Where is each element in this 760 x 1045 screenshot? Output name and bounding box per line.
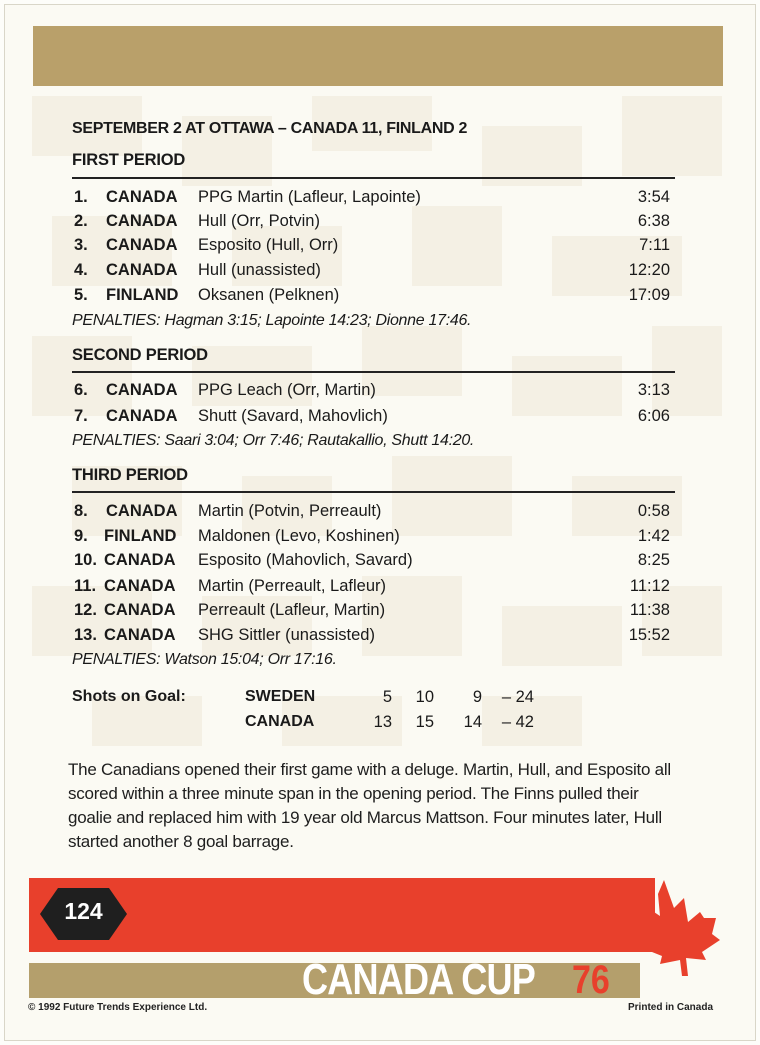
goal-number: 8. xyxy=(74,502,88,520)
goal-row xyxy=(72,258,675,282)
goal-number: 4. xyxy=(74,261,88,279)
goal-team: CANADA xyxy=(104,551,176,569)
shots-team: SWEDEN xyxy=(245,688,316,705)
goal-scorer: Hull (Orr, Potvin) xyxy=(198,212,320,230)
goal-scorer: PPG Leach (Orr, Martin) xyxy=(198,381,376,399)
period-rule xyxy=(72,371,675,373)
goal-row xyxy=(72,233,675,257)
goal-team: CANADA xyxy=(106,212,178,230)
goal-scorer: Hull (unassisted) xyxy=(198,261,321,279)
goal-scorer: SHG Sittler (unassisted) xyxy=(198,626,375,644)
shots-period-2: 15 xyxy=(415,713,434,731)
canada-cup-logo-text: CANADA CUP xyxy=(302,955,536,1004)
shots-on-goal-label: Shots on Goal: xyxy=(72,688,186,705)
goal-scorer: Esposito (Mahovlich, Savard) xyxy=(198,551,413,569)
goal-number: 10. xyxy=(74,551,97,569)
goal-number: 2. xyxy=(74,212,88,230)
goal-row xyxy=(72,185,675,209)
goal-team: FINLAND xyxy=(106,286,179,304)
goal-time: 6:06 xyxy=(637,407,670,425)
shots-total: – 24 xyxy=(501,688,534,706)
goal-team: CANADA xyxy=(106,261,178,279)
goal-time: 12:20 xyxy=(628,261,670,279)
top-gold-bar xyxy=(33,26,723,86)
shots-period-2: 10 xyxy=(415,688,434,706)
game-title: SEPTEMBER 2 AT OTTAWA – CANADA 11, FINLAND 2 xyxy=(72,120,468,137)
period-heading-first: FIRST PERIOD xyxy=(72,151,186,169)
goal-row xyxy=(72,598,675,622)
goal-number: 3. xyxy=(74,236,88,254)
shots-period-3: 9 xyxy=(472,688,482,706)
goal-time: 0:58 xyxy=(637,502,670,520)
goal-scorer: Martin (Perreault, Lafleur) xyxy=(198,577,386,595)
goal-number: 1. xyxy=(74,188,88,206)
penalties-second-period: PENALTIES: Saari 3:04; Orr 7:46; Rautakallio, Shutt 14:20. xyxy=(72,432,475,449)
goal-row xyxy=(72,548,675,572)
period-heading-second: SECOND PERIOD xyxy=(72,346,208,364)
goal-number: 7. xyxy=(74,407,88,425)
goal-row xyxy=(72,209,675,233)
goal-time: 17:09 xyxy=(628,286,670,304)
goal-time: 6:38 xyxy=(637,212,670,230)
goal-row xyxy=(72,574,675,598)
goal-row xyxy=(72,283,675,307)
goal-time: 11:12 xyxy=(629,577,670,595)
goal-time: 7:11 xyxy=(639,236,670,254)
goal-row xyxy=(72,623,675,647)
goal-time: 11:38 xyxy=(629,601,670,619)
goal-team: CANADA xyxy=(106,381,178,399)
goal-row xyxy=(72,378,675,402)
goal-scorer: Maldonen (Levo, Koshinen) xyxy=(198,527,400,545)
goal-team: CANADA xyxy=(104,601,176,619)
goal-time: 3:54 xyxy=(637,188,670,206)
goal-time: 1:42 xyxy=(637,527,670,545)
printed-in-text: Printed in Canada xyxy=(628,1002,714,1013)
shots-period-1: 5 xyxy=(382,688,392,706)
penalties-first-period: PENALTIES: Hagman 3:15; Lapointe 14:23; Dionne 17:46. xyxy=(72,312,472,329)
canada-cup-year: 76 xyxy=(572,958,610,1002)
goal-number: 5. xyxy=(74,286,88,304)
shots-period-1: 13 xyxy=(373,713,392,731)
game-summary-paragraph: The Canadians opened their first game with a deluge. Martin, Hull, and Esposito all scored within a three minute span in the opening period. The Finns pulled their goalie and replaced him with 19 year old Marcus Mattson. Four minutes later, Hull started another 8 goal barrage. xyxy=(68,760,671,851)
goal-team: CANADA xyxy=(106,502,178,520)
goal-row xyxy=(72,404,675,428)
maple-leaf-icon xyxy=(630,878,722,998)
goal-scorer: PPG Martin (Lafleur, Lapointe) xyxy=(198,188,421,206)
goal-time: 15:52 xyxy=(628,626,670,644)
shots-team: CANADA xyxy=(245,713,315,730)
penalties-third-period: PENALTIES: Watson 15:04; Orr 17:16. xyxy=(72,651,337,668)
goal-time: 8:25 xyxy=(637,551,670,569)
goal-time: 3:13 xyxy=(637,381,670,399)
card-number: 124 xyxy=(64,898,103,924)
period-heading-third: THIRD PERIOD xyxy=(72,466,188,484)
goal-team: CANADA xyxy=(104,577,176,595)
shots-period-3: 14 xyxy=(463,713,482,731)
shots-total: – 42 xyxy=(501,713,534,731)
goal-scorer: Esposito (Hull, Orr) xyxy=(198,236,339,254)
period-rule xyxy=(72,177,675,179)
goal-team: CANADA xyxy=(106,407,178,425)
goal-team: CANADA xyxy=(104,626,176,644)
goal-number: 6. xyxy=(74,381,88,399)
goal-team: CANADA xyxy=(106,236,178,254)
goal-team: FINLAND xyxy=(104,527,177,545)
goal-team: CANADA xyxy=(106,188,178,206)
goal-number: 11. xyxy=(74,577,97,595)
copyright-text: © 1992 Future Trends Experience Ltd. xyxy=(28,1002,208,1013)
goal-number: 13. xyxy=(74,626,97,644)
goal-number: 12. xyxy=(74,601,97,619)
goal-scorer: Martin (Potvin, Perreault) xyxy=(198,502,382,520)
goal-scorer: Shutt (Savard, Mahovlich) xyxy=(198,407,388,425)
period-rule xyxy=(72,491,675,493)
goal-number: 9. xyxy=(74,527,88,545)
goal-scorer: Perreault (Lafleur, Martin) xyxy=(198,601,386,619)
goal-row xyxy=(72,499,675,523)
goal-row xyxy=(72,524,675,548)
goal-scorer: Oksanen (Pelknen) xyxy=(198,286,340,304)
